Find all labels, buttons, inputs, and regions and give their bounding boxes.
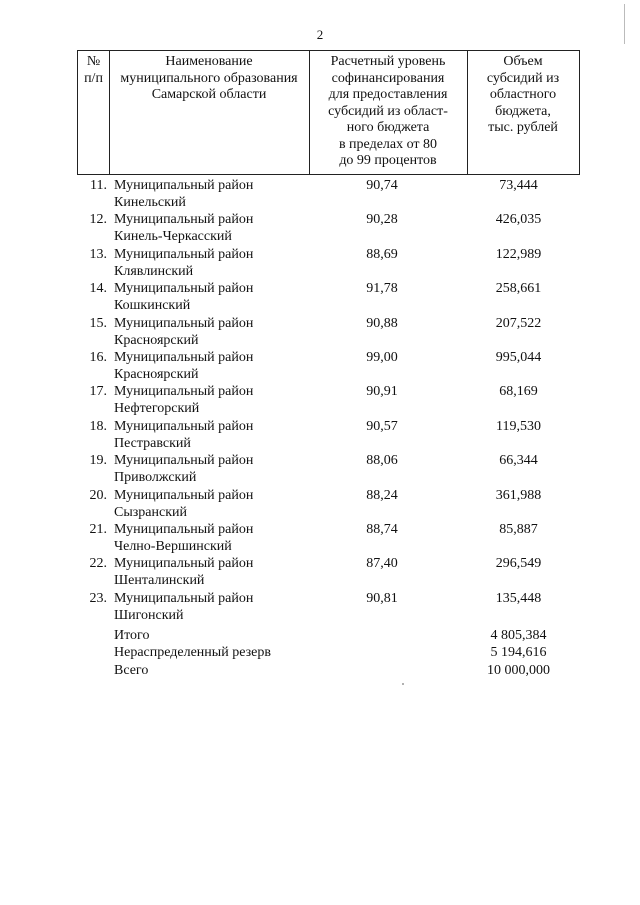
row-rate: 91,78 (366, 281, 398, 297)
table-row (77, 349, 580, 383)
row-municipality-type: Муниципальный район (114, 281, 254, 297)
row-municipality-type: Муниципальный район (114, 212, 254, 228)
row-subsidy: 361,988 (495, 487, 542, 503)
scan-speck (402, 683, 404, 685)
row-rate: 90,91 (366, 384, 398, 400)
row-number: 20. (89, 487, 107, 503)
row-municipality-type: Муниципальный район (114, 453, 254, 469)
totals-row (77, 627, 580, 644)
row-municipality (114, 555, 314, 589)
table-header (77, 50, 580, 175)
subsidy-table (77, 50, 580, 678)
row-municipality (114, 383, 314, 417)
row-number: 18. (89, 418, 107, 434)
row-municipality-type: Муниципальный район (114, 521, 254, 537)
row-rate: 88,74 (366, 521, 398, 537)
header-name: Наименование муниципального образования Самарской области (120, 54, 298, 102)
row-subsidy: 426,035 (495, 212, 542, 228)
row-number: 21. (89, 521, 107, 537)
header-rate: Расчетный уровень софинансирования для предоставления субсидий из област- ного бюджета в пределах от 80 до 99 процентов (328, 54, 448, 168)
row-municipality (114, 590, 314, 624)
row-subsidy: 207,522 (495, 315, 542, 331)
header-sum: Объем субсидий из областного бюджета, тыс. рублей (486, 54, 560, 135)
row-number: 15. (89, 315, 107, 331)
row-municipality-type: Муниципальный район (114, 384, 254, 400)
table-row (77, 555, 580, 589)
table-row (77, 211, 580, 245)
table-row (77, 590, 580, 624)
row-subsidy: 258,661 (495, 281, 542, 297)
row-municipality-type: Муниципальный район (114, 590, 254, 606)
page-number: 2 (316, 27, 324, 42)
row-municipality-type: Муниципальный район (114, 487, 254, 503)
row-subsidy: 296,549 (495, 556, 542, 572)
row-municipality-name: Пестравский (114, 435, 191, 451)
totals-sum: 5 194,616 (490, 645, 547, 661)
totals-label: Всего (114, 662, 149, 678)
row-municipality (114, 418, 314, 452)
row-municipality (114, 246, 314, 280)
row-subsidy: 66,344 (499, 453, 538, 469)
row-municipality-type: Муниципальный район (114, 349, 254, 365)
row-municipality-type: Муниципальный район (114, 418, 254, 434)
row-subsidy: 68,169 (499, 384, 538, 400)
row-municipality-name: Кинель-Черкасский (114, 229, 232, 245)
row-municipality (114, 487, 314, 521)
row-number: 17. (89, 384, 107, 400)
row-municipality-name: Приволжский (114, 470, 197, 486)
totals-row (77, 644, 580, 661)
row-number: 12. (89, 212, 107, 228)
row-municipality-name: Кинельский (114, 195, 186, 210)
row-municipality-name: Шенталинский (114, 573, 205, 589)
totals-sum: 10 000,000 (487, 662, 550, 678)
table-row (77, 487, 580, 521)
header-num: № п/п (84, 54, 103, 86)
table-row (77, 315, 580, 349)
row-number: 14. (89, 281, 107, 297)
table-row (77, 177, 580, 211)
row-subsidy: 995,044 (495, 349, 542, 365)
row-municipality-name: Кошкинский (114, 298, 191, 314)
row-municipality-type: Муниципальный район (114, 178, 254, 193)
row-rate: 90,28 (366, 212, 398, 228)
table-totals (77, 627, 580, 679)
row-municipality (114, 349, 314, 383)
row-number: 22. (89, 556, 107, 572)
row-subsidy: 85,887 (499, 521, 538, 537)
row-municipality-type: Муниципальный район (114, 315, 254, 331)
row-municipality-name: Клявлинский (114, 263, 194, 279)
totals-sum: 4 805,384 (490, 628, 547, 643)
row-municipality (114, 211, 314, 245)
row-municipality-type: Муниципальный район (114, 246, 254, 262)
row-number: 11. (90, 178, 107, 193)
table-body (77, 177, 580, 624)
row-rate: 90,81 (366, 590, 398, 606)
scan-edge-mark (624, 4, 625, 44)
table-row (77, 246, 580, 280)
row-rate: 90,74 (366, 178, 398, 193)
row-municipality-type: Муниципальный район (114, 556, 254, 572)
table-row (77, 280, 580, 314)
row-municipality (114, 452, 314, 486)
table-row (77, 452, 580, 486)
row-number: 19. (89, 453, 107, 469)
totals-row (77, 662, 580, 679)
table-row (77, 418, 580, 452)
row-rate: 99,00 (366, 349, 398, 365)
row-subsidy: 119,530 (496, 418, 541, 434)
row-municipality-name: Шигонский (114, 607, 184, 623)
row-municipality (114, 315, 314, 349)
row-rate: 90,57 (366, 418, 398, 434)
row-number: 23. (89, 590, 107, 606)
row-municipality-name: Красноярский (114, 332, 199, 348)
row-municipality-name: Челно-Вершинский (114, 538, 232, 554)
totals-label: Нераспределенный резерв (114, 645, 271, 661)
row-subsidy: 122,989 (495, 246, 542, 262)
table-row (77, 383, 580, 417)
row-municipality-name: Сызранский (114, 504, 187, 520)
row-municipality-name: Нефтегорский (114, 401, 200, 417)
row-rate: 88,69 (366, 246, 398, 262)
row-subsidy: 73,444 (499, 178, 538, 193)
row-municipality (114, 521, 314, 555)
row-rate: 90,88 (366, 315, 398, 331)
row-municipality (114, 177, 314, 211)
row-rate: 88,24 (366, 487, 398, 503)
row-number: 13. (89, 246, 107, 262)
row-municipality (114, 280, 314, 314)
totals-label: Итого (114, 628, 150, 643)
row-municipality-name: Красноярский (114, 366, 199, 382)
row-subsidy: 135,448 (495, 590, 542, 606)
row-number: 16. (89, 349, 107, 365)
row-rate: 87,40 (366, 556, 398, 572)
table-row (77, 521, 580, 555)
row-rate: 88,06 (366, 453, 398, 469)
